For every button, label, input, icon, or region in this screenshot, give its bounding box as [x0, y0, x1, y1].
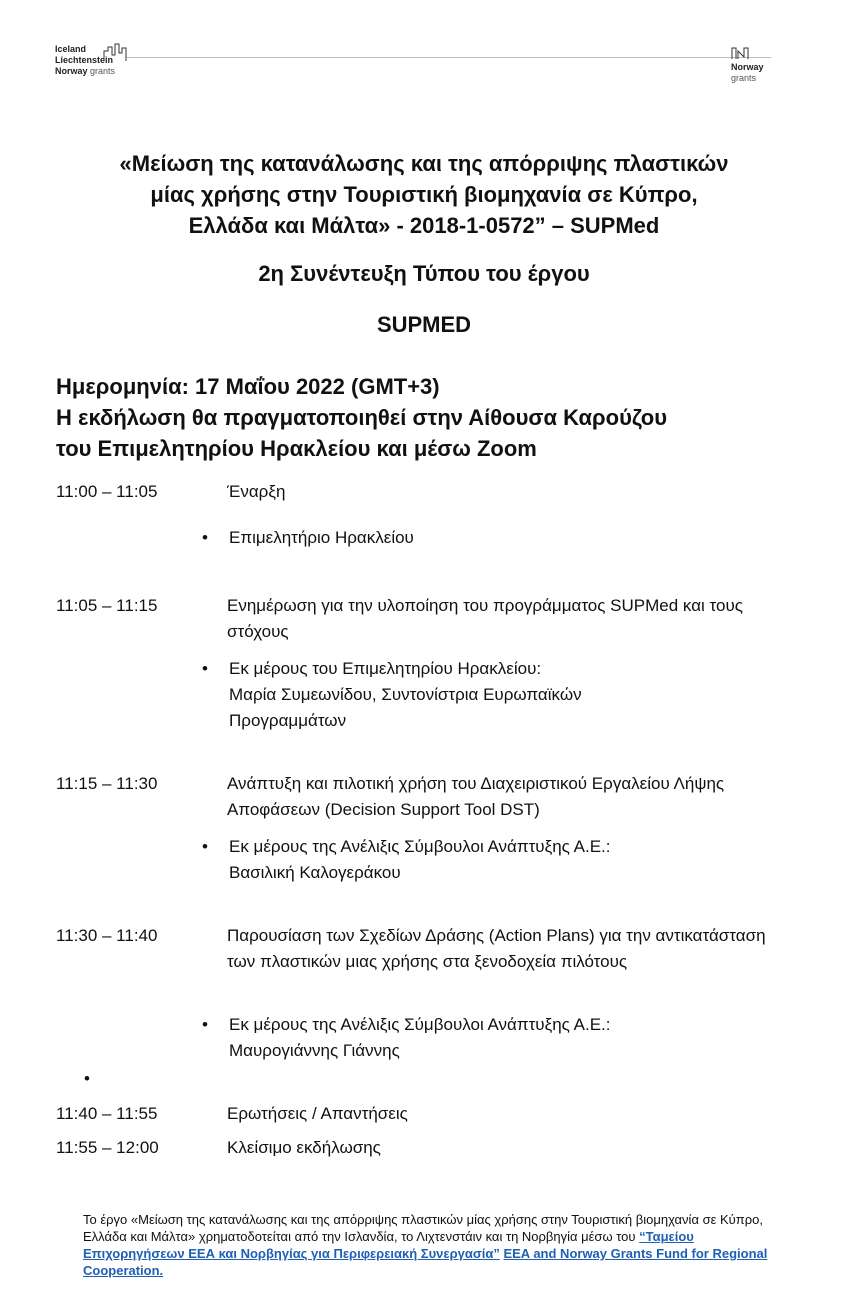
bullet-text: Επιμελητήριο Ηρακλείου: [229, 528, 414, 547]
program-activity: Παρουσίαση των Σχεδίων Δράσης (Action Plans) για την αντικατάσταση των πλαστικών μιας χρήσης στα ξενοδοχεία πιλότους: [227, 926, 766, 971]
bullet-icon: •: [202, 1015, 208, 1034]
bullet-subtext: Μαυρογιάννης Γιάννης: [229, 1041, 400, 1060]
program-time: 11:00 – 11:05: [56, 482, 158, 501]
building-bars-icon: [103, 42, 127, 62]
fund-link-english[interactable]: EEA and Norway Grants Fund for Regional Cooperation.: [83, 1246, 768, 1278]
bullet-icon: •: [202, 528, 208, 547]
bullet-text: Εκ μέρους της Ανέλιξις Σύμβουλοι Ανάπτυξης Α.Ε.:: [229, 837, 611, 856]
program-bullet: [202, 1012, 729, 1064]
program-time: 11:15 – 11:30: [56, 774, 158, 793]
bullet-subtext: Βασιλική Καλογεράκου: [229, 863, 401, 882]
event-venue-line-1: Η εκδήλωση θα πραγματοποιηθεί στην Αίθουσα Καρούζου: [56, 405, 668, 430]
program-bullet: [202, 834, 729, 886]
bullet-icon: •: [84, 1069, 90, 1088]
fund-link-greek[interactable]: “Ταμείου Επιχορηγήσεων ΕΕΑ και Νορβηγίας για Περιφερειακή Συνεργασία”: [83, 1229, 694, 1261]
header-rule: [127, 57, 771, 58]
program-time: 11:55 – 12:00: [56, 1138, 159, 1157]
norway-bars-icon: [731, 46, 751, 60]
bullet-icon: •: [202, 837, 208, 856]
event-date: Ημερομηνία: 17 Μαΐου 2022 (GMT+3): [56, 374, 440, 399]
bullet-icon: •: [202, 659, 208, 678]
logo-word-grants: grants: [90, 66, 116, 76]
logo-word-norway: Norway: [55, 66, 88, 76]
norway-grants-logo: [731, 46, 781, 84]
logo-word-norway-right: Norway: [731, 62, 764, 72]
document-subtitle: 2η Συνέντευξη Τύπου του έργου: [258, 261, 590, 286]
program-activity: Έναρξη: [227, 482, 286, 501]
bullet-subtext: Μαρία Συμεωνίδου, Συντονίστρια Ευρωπαϊκών Προγραμμάτων: [229, 685, 582, 730]
program-time: 11:40 – 11:55: [56, 1104, 158, 1123]
page-header: [55, 40, 775, 100]
title-line-1: «Μείωση της κατανάλωσης και της απόρριψης πλαστικών: [119, 151, 729, 176]
logo-word-grants-right: grants: [731, 73, 757, 83]
iceland-liechtenstein-norway-grants-logo: [55, 44, 135, 77]
bullet-text: Εκ μέρους της Ανέλιξις Σύμβουλοι Ανάπτυξης Α.Ε.:: [229, 1015, 611, 1034]
program-activity: Ανάπτυξη και πιλοτική χρήση του Διαχειριστικού Εργαλείου Λήψης Αποφάσεων (Decision Support Tool DST): [227, 774, 725, 819]
program-activity: Κλείσιμο εκδήλωσης: [227, 1138, 381, 1157]
title-line-2: μίας χρήσης στην Τουριστική βιομηχανία σε Κύπρο,: [150, 182, 698, 207]
program-activity: Ενημέρωση για την υλοποίηση του προγράμματος SUPMed και τους στόχους: [227, 596, 743, 641]
project-name: SUPMED: [376, 312, 472, 337]
event-info: [56, 371, 816, 464]
program-activity: Ερωτήσεις / Απαντήσεις: [227, 1104, 408, 1123]
program-time: 11:05 – 11:15: [56, 596, 158, 615]
document-title: [40, 148, 808, 241]
logo-word-iceland: Iceland: [55, 44, 87, 54]
logo-word-liechtenstein: Liechtenstein: [55, 55, 114, 65]
program-time: 11:30 – 11:40: [56, 926, 158, 945]
title-line-3: Ελλάδα και Μάλτα» - 2018-1-0572” – SUPMed: [188, 213, 660, 238]
footnote-text: Το έργο «Μείωση της κατανάλωσης και της απόρριψης πλαστικών μίας χρήσης στην Τουριστική βιομηχανία σε Κύπρο, Ελλάδα και Μάλτα» χρηματοδοτείται από την Ισλανδία, το Λιχτενστάιν και τη Νορβηγία μέσω του: [83, 1212, 763, 1244]
bullet-text: Εκ μέρους του Επιμελητηρίου Ηρακλείου:: [229, 659, 542, 678]
program-bullet: [202, 525, 729, 551]
funding-footnote: [83, 1211, 783, 1279]
program-bullet: [202, 656, 689, 734]
event-venue-line-2: του Επιμελητηρίου Ηρακλείου και μέσω Zoom: [56, 436, 537, 461]
